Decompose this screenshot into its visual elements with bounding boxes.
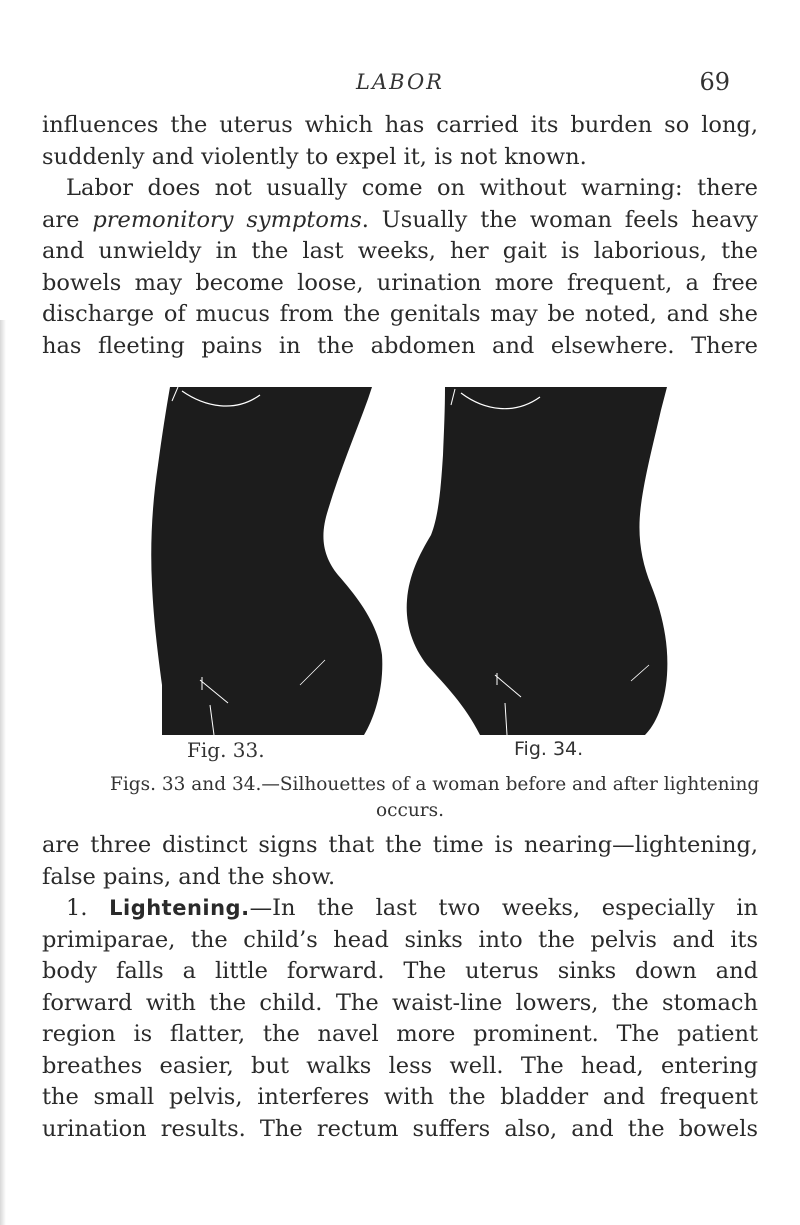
page-edge-shadow xyxy=(0,320,6,1225)
text-line: influences the uterus which has carried its burden so long, xyxy=(42,112,758,138)
text-line: urination results. The rectum suffers also, and the bowels xyxy=(42,1115,758,1142)
text-line: primiparae, the child’s head sinks into the pelvis and its xyxy=(42,926,758,953)
page-number: 69 xyxy=(699,68,730,96)
caption-line: occurs. xyxy=(376,800,444,821)
figure-silhouettes xyxy=(150,385,670,745)
text-line: has fleeting pains in the abdomen and elsewhere. There xyxy=(42,332,758,359)
text-line xyxy=(42,893,758,925)
text-line: forward with the child. The waist-line lowers, the stomach xyxy=(42,989,758,1016)
text-line: suddenly and violently to expel it, is not known. xyxy=(42,143,587,170)
run-in-heading-lightening: Lightening. xyxy=(109,896,250,920)
caption-line: Figs. 33 and 34.—Silhouettes of a woman before and after lightening xyxy=(110,774,760,795)
text-line: the small pelvis, interferes with the bladder and frequent xyxy=(42,1084,758,1110)
page-header xyxy=(40,70,760,104)
figure-caption xyxy=(110,772,760,824)
figure-label-34: Fig. 34. xyxy=(514,738,584,760)
emphasis-premonitory-symptoms: premonitory symptoms xyxy=(92,206,362,233)
silhouette-fig-34 xyxy=(405,385,675,740)
text-line: region is flatter, the navel more prominent. The patient xyxy=(42,1021,758,1047)
text-line: breathes easier, but walks less well. The head, entering xyxy=(42,1052,758,1079)
paragraph-lightening xyxy=(42,830,758,1145)
text-fragment: are xyxy=(42,206,93,233)
figure-label-33: Fig. 33. xyxy=(187,738,265,762)
text-line: and unwieldy in the last weeks, her gait is laborious, the xyxy=(42,238,758,264)
text-fragment: . Usually the woman feels heavy xyxy=(361,206,758,233)
silhouette-fig-33 xyxy=(150,385,385,740)
text-line: Labor does not usually come on without warning: there xyxy=(66,175,758,201)
text-line: body falls a little forward. The uterus sinks down and xyxy=(42,958,758,984)
text-line: false pains, and the show. xyxy=(42,863,336,890)
paragraph-premonitory xyxy=(42,110,758,362)
text-line: bowels may become loose, urination more frequent, a free xyxy=(42,269,758,296)
text-fragment: —In the last two weeks, especially in xyxy=(249,895,758,921)
text-line: discharge of mucus from the genitals may be noted, and she xyxy=(42,301,758,327)
text-line: are three distinct signs that the time is nearing—lightening, xyxy=(42,832,758,858)
running-head: LABOR xyxy=(356,70,444,94)
text-line xyxy=(42,205,758,237)
list-number: 1. xyxy=(66,895,110,921)
